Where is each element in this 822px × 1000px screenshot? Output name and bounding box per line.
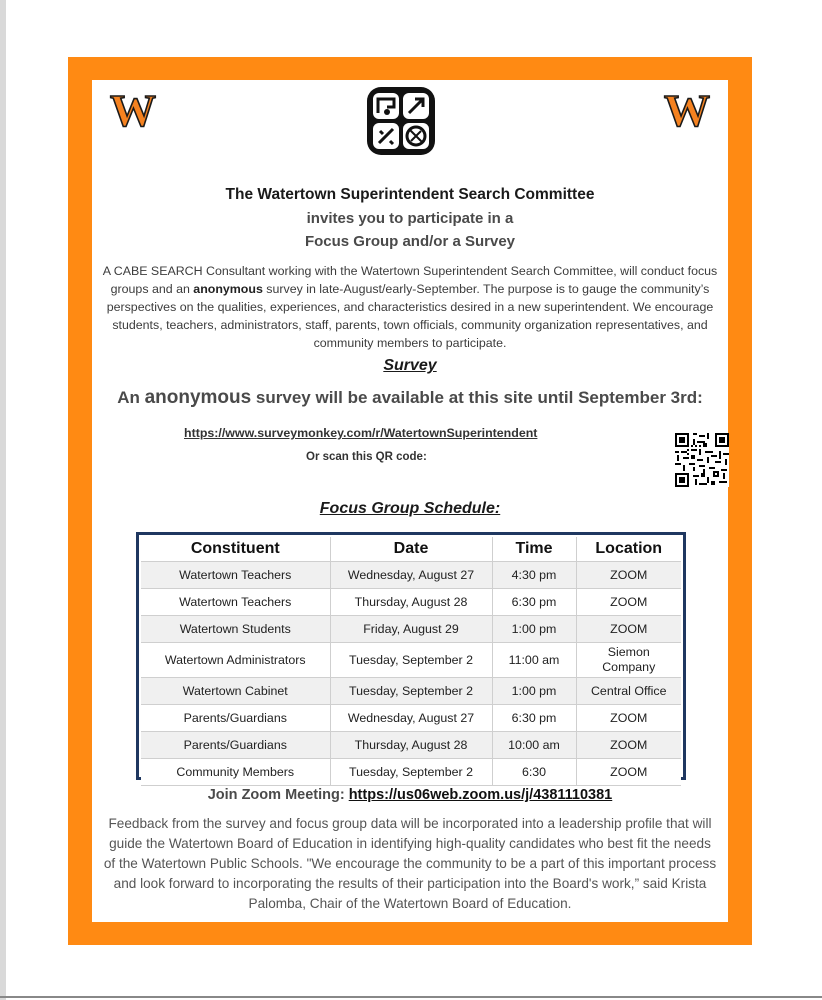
survey-line-post: survey will be available at this site until September 3rd: — [251, 388, 703, 407]
w-logo-letter: W — [110, 88, 156, 132]
cell-date: Wednesday, August 27 — [330, 562, 492, 589]
table-row — [141, 759, 681, 786]
activities-tile-icon — [365, 85, 437, 157]
cell-date: Wednesday, August 27 — [330, 705, 492, 732]
cell-location: Central Office — [576, 678, 681, 705]
cell-constituent: Watertown Administrators — [141, 643, 330, 678]
w-letter-logo-icon — [102, 88, 164, 132]
cell-time: 10:00 am — [492, 732, 576, 759]
survey-heading: Survey — [383, 357, 437, 374]
focus-schedule-heading: Focus Group Schedule: — [319, 500, 501, 517]
cell-location: ZOOM — [576, 759, 681, 786]
cell-time: 1:00 pm — [492, 678, 576, 705]
cell-date: Thursday, August 28 — [330, 732, 492, 759]
invite-line: invites you to participate in a — [306, 210, 514, 227]
cell-date: Tuesday, September 2 — [330, 678, 492, 705]
cell-location: ZOOM — [576, 705, 681, 732]
flyer-content — [92, 80, 728, 922]
cell-constituent: Watertown Teachers — [141, 589, 330, 616]
column-header: Date — [330, 537, 492, 562]
zoom-label: Join Zoom Meeting: — [207, 787, 349, 803]
cell-constituent: Community Members — [141, 759, 330, 786]
cell-location: Siemon Company — [576, 643, 681, 678]
table-row — [141, 705, 681, 732]
cell-constituent: Parents/Guardians — [141, 732, 330, 759]
cell-location: ZOOM — [576, 732, 681, 759]
zoom-meeting-line — [92, 787, 728, 803]
table-row — [141, 678, 681, 705]
cell-constituent: Watertown Cabinet — [141, 678, 330, 705]
table-row — [141, 732, 681, 759]
survey-line-pre: An — [117, 388, 145, 407]
cell-constituent: Watertown Students — [141, 616, 330, 643]
column-header: Location — [576, 537, 681, 562]
intro-paragraph — [98, 262, 722, 352]
cell-location: ZOOM — [576, 616, 681, 643]
cell-time: 4:30 pm — [492, 562, 576, 589]
survey-availability — [92, 387, 728, 409]
table-row — [141, 643, 681, 678]
table-row — [141, 562, 681, 589]
qr-instruction: Or scan this QR code: — [306, 451, 427, 463]
cell-time: 6:30 pm — [492, 589, 576, 616]
cell-constituent: Parents/Guardians — [141, 705, 330, 732]
table-row — [141, 589, 681, 616]
cell-date: Tuesday, September 2 — [330, 643, 492, 678]
table-header-row — [141, 537, 681, 562]
closing-paragraph: Feedback from the survey and focus group data will be incorporated into a leadership profile that will guide the Watertown Board of Education in identifying high-quality candidates who best fit the needs of the Watertown Public Schools. "We encourage the community to be a part of this important process and look forward to incorporating the results of their participation into the Board's work,” said Krista Palomba, Chair of the Watertown Board of Education. — [103, 816, 717, 911]
cell-time: 6:30 — [492, 759, 576, 786]
intro-bold: anonymous — [193, 282, 263, 296]
schedule-table-frame — [136, 532, 686, 780]
cell-date: Thursday, August 28 — [330, 589, 492, 616]
committee-title: The Watertown Superintendent Search Committee — [225, 186, 595, 203]
column-header: Constituent — [141, 537, 330, 562]
qr-code-icon[interactable] — [675, 433, 729, 487]
cell-constituent: Watertown Teachers — [141, 562, 330, 589]
page-edge — [0, 0, 6, 1000]
cell-date: Tuesday, September 2 — [330, 759, 492, 786]
schedule-table — [141, 537, 681, 786]
cell-time: 1:00 pm — [492, 616, 576, 643]
intro-text-2: survey in late-August/early-September. The purpose is to gauge the community’s perspectives on the qualities, experiences, and characteristics desired in a new superintendent. We encourage students, teachers, administrators, staff, parents, town officials, community organization representatives, and community members to participate. — [106, 282, 714, 350]
column-header: Time — [492, 537, 576, 562]
w-letter-logo-icon — [656, 88, 718, 132]
intro-text-1: A CABE SEARCH Consultant working with the Watertown Superintendent Search Committee, will conduct focus groups and an — [102, 264, 718, 296]
survey-line-anonymous: anonymous — [144, 387, 252, 408]
cell-time: 6:30 pm — [492, 705, 576, 732]
survey-link[interactable]: https://www.surveymonkey.com/r/WatertownSuperintendent — [184, 426, 538, 440]
w-logo-letter: W — [664, 88, 710, 132]
cell-location: ZOOM — [576, 562, 681, 589]
cell-date: Friday, August 29 — [330, 616, 492, 643]
cell-location: ZOOM — [576, 589, 681, 616]
focus-survey-line: Focus Group and/or a Survey — [304, 233, 516, 250]
zoom-link[interactable]: https://us06web.zoom.us/j/4381110381 — [348, 787, 613, 803]
cell-time: 11:00 am — [492, 643, 576, 678]
flyer-orange-frame — [68, 57, 752, 945]
page-bottom-rule — [0, 996, 822, 998]
table-row — [141, 616, 681, 643]
